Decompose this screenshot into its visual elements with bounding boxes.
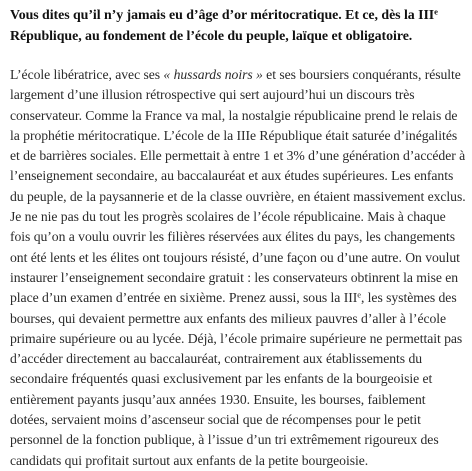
answer-quote: « hussards noirs » (163, 67, 263, 82)
interview-question (10, 6, 466, 47)
answer-superscript: e (357, 289, 361, 300)
answer-text-part1: L’école libératrice, avec ses (10, 67, 164, 82)
article-excerpt (10, 6, 466, 471)
question-text-start: Vous dites qu’il n’y jamais eu d’âge d’or méritocratique. Et ce, dès la III (10, 8, 435, 23)
question-text-end: République, au fondement de l’école du peuple, laïque et obligatoire. (10, 28, 413, 44)
answer-text-part2: et ses boursiers conquérants, résulte largement d’une illusion rétrospective qui sert aujourd’hui un discours très conservateur. Comme la France va mal, la nostalgie républicaine prend le relais de la prophétie méritocratique. L’école de la IIIe République était saturée d’inégalités et de barrières sociales. Elle permettait à entre 1 et 3% d’une génération d’accéder à l’enseignement secondaire, au baccalauréat et aux études supérieures. Les enfants du peuple, de la paysannerie et de la classe ouvrière, en étaient massivement exclus. Je ne nie pas du tout les progrès scolaires de l’école républicaine. Mais à chaque fois qu’on a voulu ouvrir les filières réservées aux élites du pays, les changements ont été lents et les élites ont toujours résisté, d’une façon ou d’une autre. On voulut instaurer l’enseignement secondaire gratuit : les conservateurs obtinrent la mise en place d’un examen d’entrée en sixième. Prenez aussi, sous la III (10, 67, 466, 306)
interview-answer (10, 65, 466, 471)
question-superscript: e (434, 6, 438, 17)
answer-text-part3: , les systèmes des bourses, qui devaient permettre aux enfants des milieux pauvres d’aller à l’école primaire supérieure ou au lycée. Déjà, l’école primaire supérieure ne permettait pas d’accéder directement au baccalauréat, contrairement aux établissements du secondaire fréquentés quasi exclusivement par les enfants de la bourgeoisie et entièrement payants jusqu’aux années 1930. Ensuite, les bourses, faiblement dotées, servaient moins d’ascenseur social que de récompenses pour le petit personnel de la fonction publique, à l’issue d’un tri extrêmement rigoureux des candidats qui profitait surtout aux enfants de la petite bourgeoisie. (10, 290, 463, 468)
